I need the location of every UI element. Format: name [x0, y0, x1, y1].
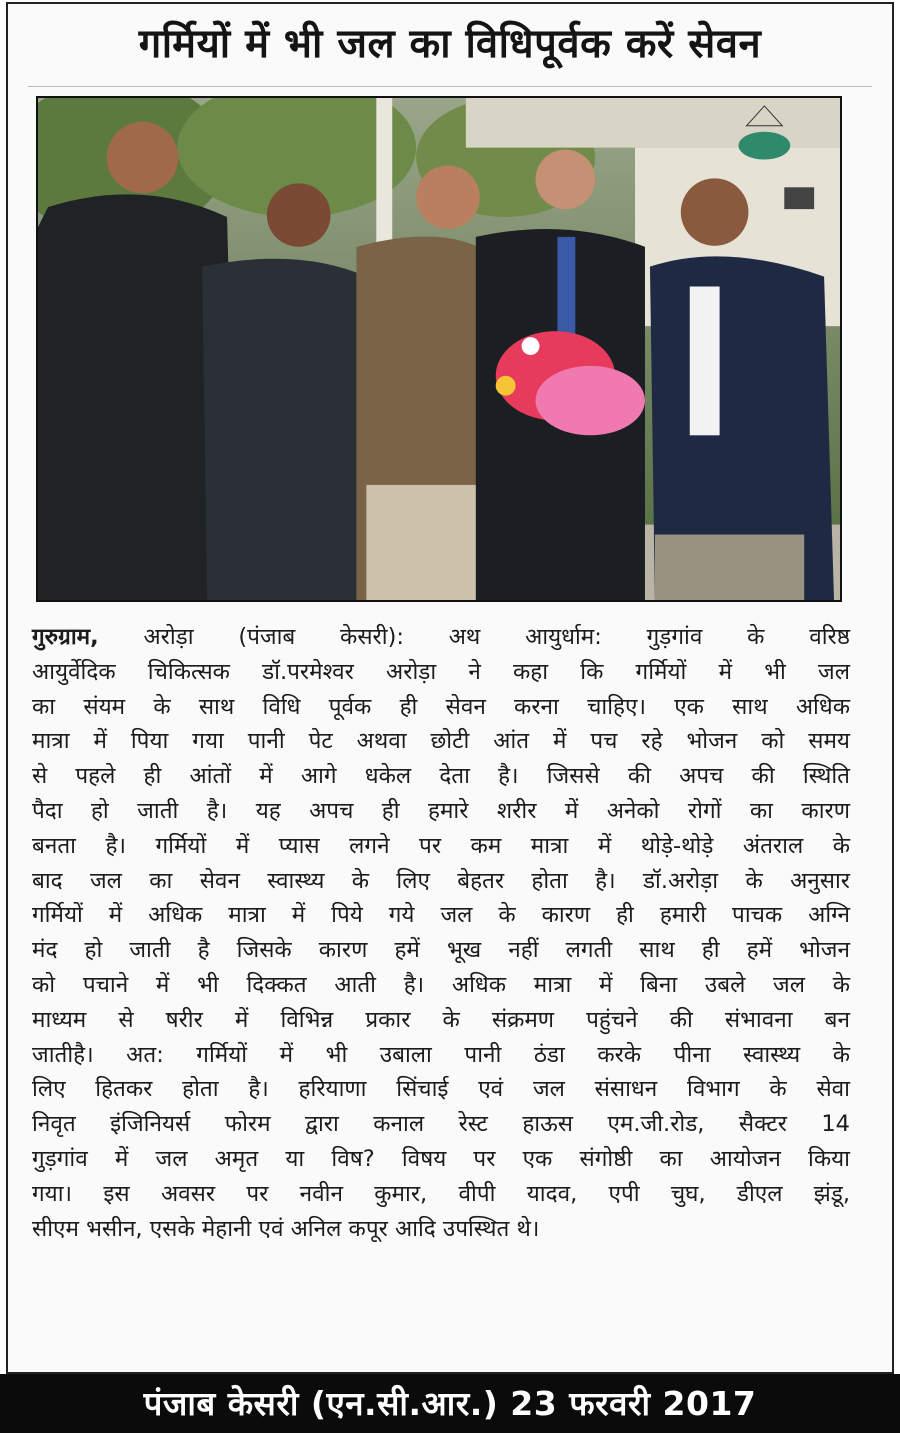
article-line: गया। इस अवसर पर नवीन कुमार, वीपी यादव, एपी चुघ, डीएल झंडू,	[32, 1180, 850, 1207]
article-line: बनता है। गर्मियों में प्यास लगने पर कम मात्रा में थोड़े-थोड़े अंतराल के	[32, 832, 850, 859]
article-line: गर्मियों में अधिक मात्रा में पिये गये जल के कारण ही हमारी पाचक अग्नि	[32, 902, 850, 929]
headline: गर्मियों में भी जल का विधिपूर्वक करें सेवन	[138, 21, 762, 67]
article-line: से पहले ही आंतों में आगे धकेल देता है। जिससे की अपच की स्थिति	[32, 763, 850, 790]
article-line: आयुर्वेदिक चिकित्सक डॉ.परमेश्वर अरोड़ा ने कहा कि गर्मियों में भी जल	[32, 658, 850, 685]
news-photo	[36, 96, 842, 602]
article-line: निवृत इंजिनियर्स फोरम द्वारा कनाल रेस्ट हाऊस एम.जी.रोड, सैक्टर 14	[32, 1111, 850, 1138]
article-line: मंद हो जाती है जिसके कारण हमें भूख नहीं लगती साथ ही हमें भोजन	[32, 937, 850, 964]
article-line: सीएम भसीन, एसके मेहानी एवं अनिल कपूर आदि उपस्थित थे।	[32, 1215, 540, 1242]
article-line: मात्रा में पिया गया पानी पेट अथवा छोटी आंत में पच रहे भोजन को समय	[32, 728, 850, 755]
article-line: लिए हितकर होता है। हरियाणा सिंचाई एवं जल संसाधन विभाग के सेवा	[32, 1076, 850, 1103]
article-line: पैदा हो जाती है। यह अपच ही हमारे शरीर में अनेको रोगों का कारण	[32, 797, 850, 824]
article-line: बाद जल का सेवन स्वास्थ्य के लिए बेहतर होता है। डॉ.अरोड़ा के अनुसार	[32, 867, 850, 894]
article-line: को पचाने में भी दिक्कत आती है। अधिक मात्रा में बिना उबले जल के	[32, 971, 850, 998]
headline-divider	[28, 86, 872, 87]
article-line: माध्यम से षरीर में विभिन्न प्रकार के संक्रमण पहुंचने की संभावना बन	[32, 1006, 850, 1033]
publication-banner: पंजाब केसरी (एन.सी.आर.) 23 फरवरी 2017	[0, 1374, 900, 1433]
dateline: गुरुग्राम,	[32, 624, 99, 650]
group-photo-image	[38, 98, 840, 600]
article-line: गुरुग्राम, अरोड़ा (पंजाब केसरी): अथ आयुर्धाम: गुड़गांव के वरिष्ठ	[32, 624, 850, 650]
article-line: का संयम के साथ विधि पूर्वक ही सेवन करना चाहिए। एक साथ अधिक	[32, 693, 850, 720]
newspaper-clipping	[6, 2, 894, 1374]
article-line: जातीहै। अत: गर्मियों में भी उबाला पानी ठंडा करके पीना स्वास्थ्य के	[32, 1041, 850, 1068]
article-body	[32, 620, 850, 1246]
article-line: गुड़गांव में जल अमृत या विष? विषय पर एक संगोष्ठी का आयोजन किया	[32, 1145, 850, 1172]
